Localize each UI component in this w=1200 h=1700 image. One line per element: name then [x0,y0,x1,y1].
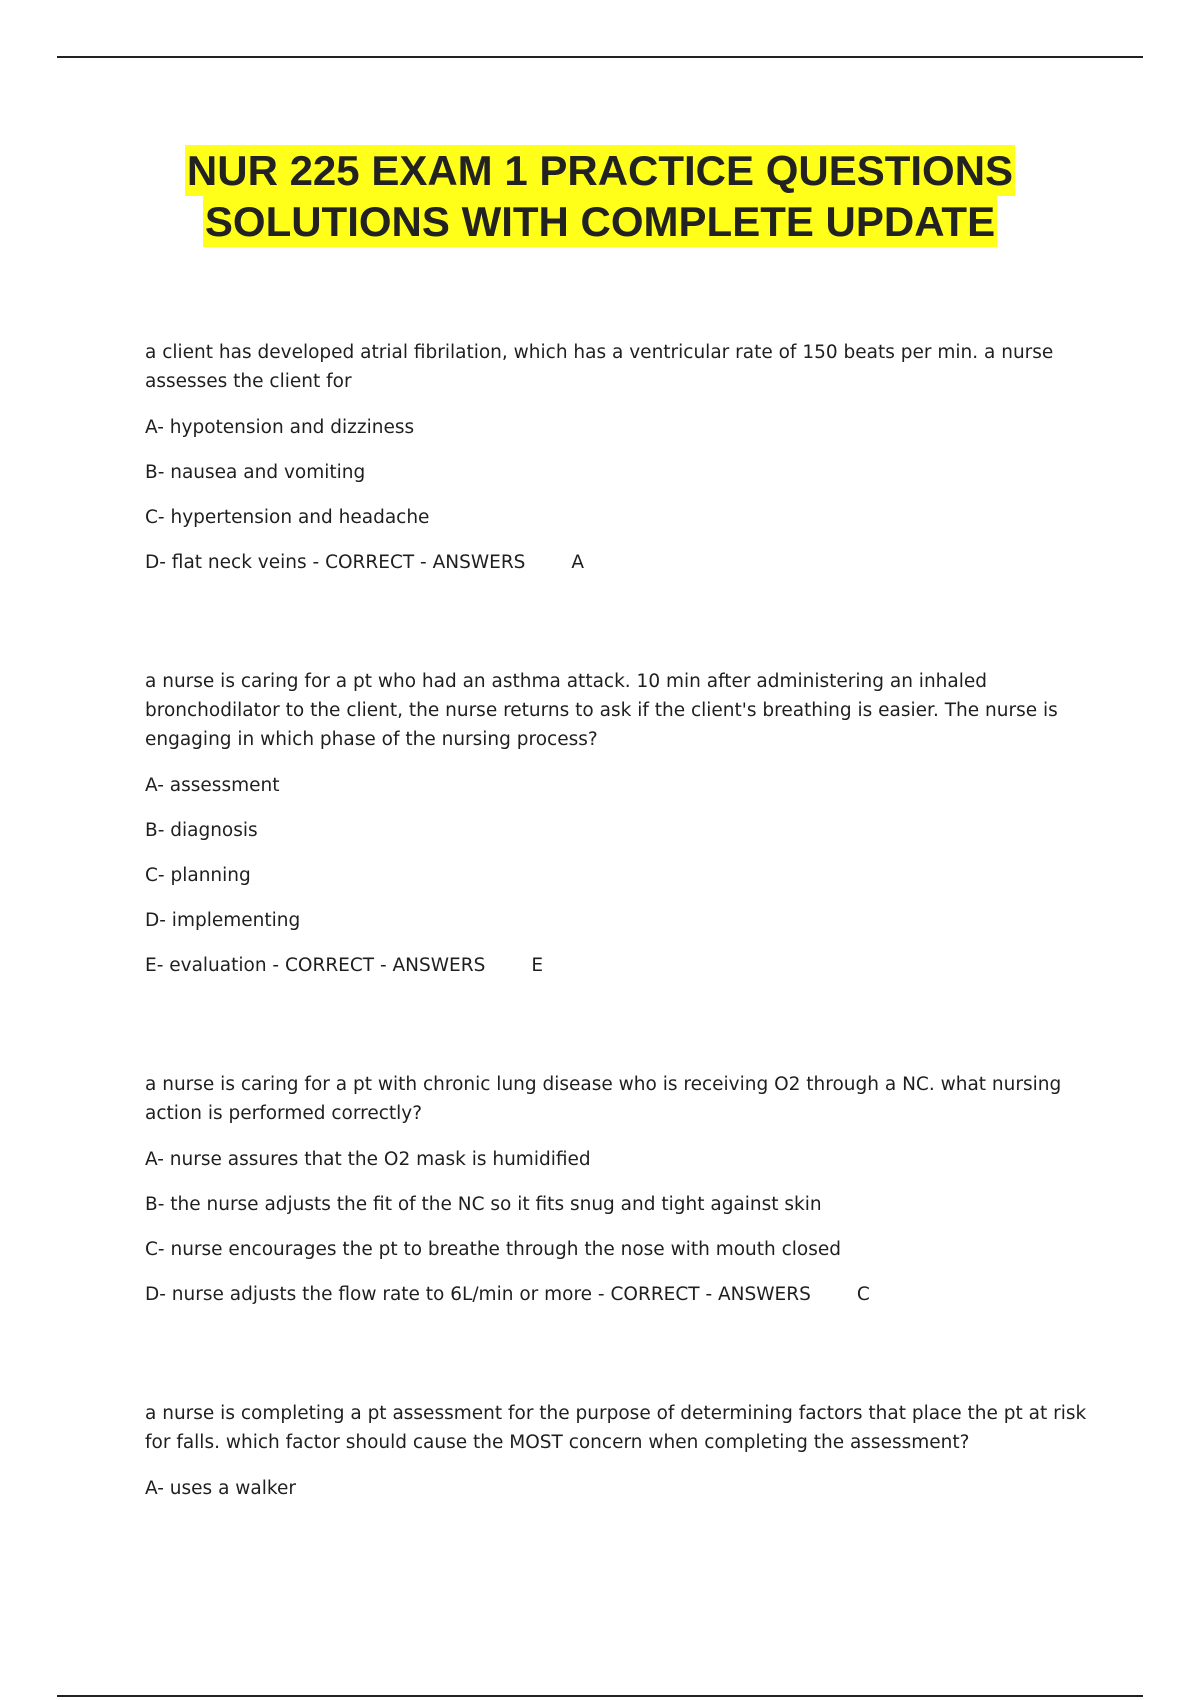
document-title [0,145,1200,247]
option-e: E- evaluation - CORRECT - ANSWERS [145,955,486,976]
question-stem: a nurse is caring for a pt with chronic lung disease who is receiving O2 through a NC. what nursing action is performed correctly? [145,1074,1062,1124]
option-a: A- nurse assures that the O2 mask is humidified [145,1149,591,1170]
question-stem: a nurse is caring for a pt who had an asthma attack. 10 min after administering an inhaled bronchodilator to the client, the nurse returns to ask if the client's breathing is easier. The nurse is engaging in which phase of the nursing process? [145,671,1058,750]
option-e-with-answer [145,951,1095,980]
question-2 [145,667,1095,980]
footer-rule [57,1695,1143,1697]
question-4 [145,1399,1095,1503]
question-3 [145,1070,1095,1309]
option-d-with-answer [145,1280,1095,1309]
question-1 [145,338,1095,577]
header-rule [57,56,1143,58]
questions-body [145,338,1095,1593]
option-d: D- nurse adjusts the flow rate to 6L/min or more - CORRECT - ANSWERS [145,1284,811,1305]
option-c: C- nurse encourages the pt to breathe through the nose with mouth closed [145,1239,842,1260]
answer-key: A [571,552,585,573]
answer-key: E [531,955,544,976]
option-d-with-answer [145,548,1095,577]
option-b: B- diagnosis [145,820,258,841]
option-a: A- assessment [145,775,280,796]
question-stem: a client has developed atrial fibrilation, which has a ventricular rate of 150 beats per min. a nurse assesses the client for [145,342,1054,392]
question-stem: a nurse is completing a pt assessment for the purpose of determining factors that place the pt at risk for falls. which factor should cause the MOST concern when completing the assessment? [145,1403,1087,1453]
option-a: A- hypotension and dizziness [145,417,415,438]
answer-key: C [856,1284,870,1305]
option-d: D- flat neck veins - CORRECT - ANSWERS [145,552,526,573]
option-a: A- uses a walker [145,1478,296,1499]
option-c: C- hypertension and headache [145,507,430,528]
option-b: B- nausea and vomiting [145,462,366,483]
option-c: C- planning [145,865,251,886]
title-line-1: NUR 225 EXAM 1 PRACTICE QUESTIONS [186,147,1014,194]
option-b: B- the nurse adjusts the fit of the NC so it fits snug and tight against skin [145,1194,822,1215]
option-d: D- implementing [145,910,301,931]
title-line-2: SOLUTIONS WITH COMPLETE UPDATE [204,198,996,245]
